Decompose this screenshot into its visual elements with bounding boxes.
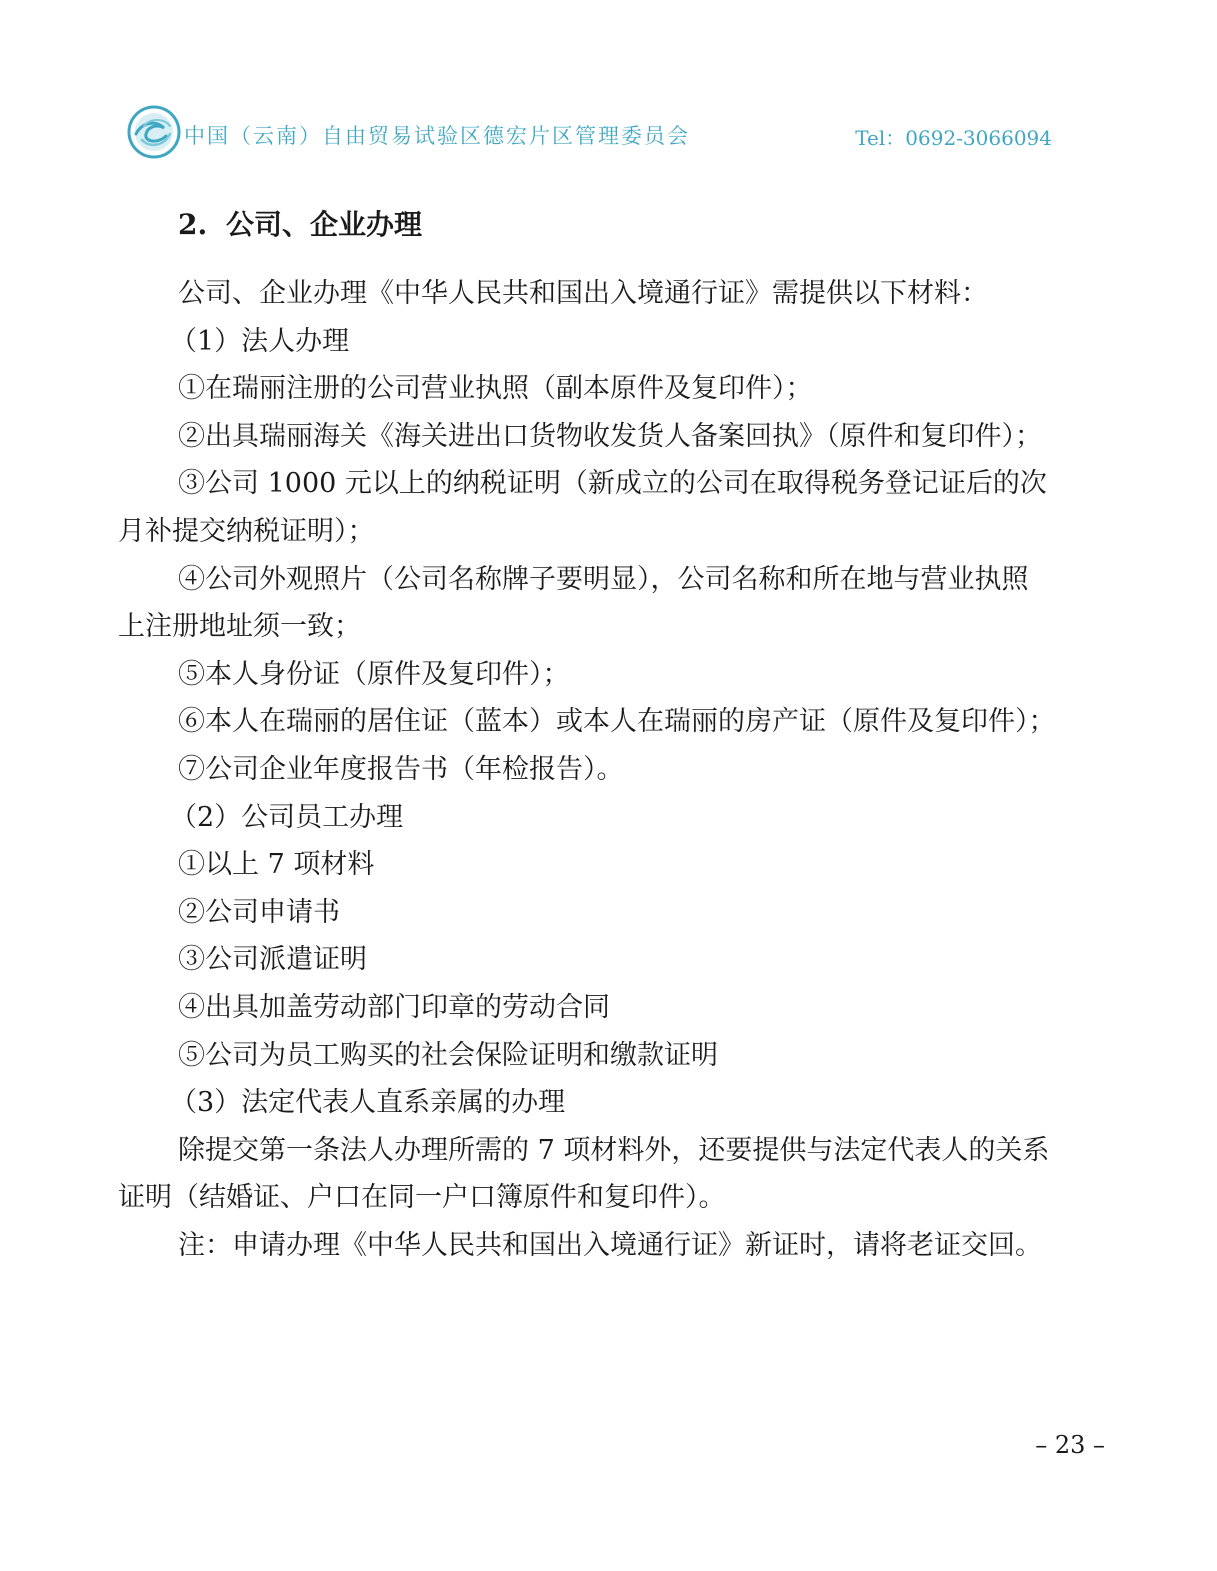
organization-name: 中国（云南）自由贸易试验区德宏片区管理委员会	[184, 124, 690, 148]
list-item-continuation: 月补提交纳税证明）；	[118, 515, 375, 547]
note-paragraph: 注：申请办理《中华人民共和国出入境通行证》新证时，请将老证交回。	[178, 1229, 1042, 1261]
list-item: ⑤公司为员工购买的社会保险证明和缴款证明	[178, 1039, 718, 1071]
section-number: 2.	[178, 208, 208, 241]
part2-title: （2）公司员工办理	[170, 801, 404, 833]
free-trade-zone-logo-icon	[124, 104, 184, 160]
list-item: ③公司派遣证明	[178, 944, 367, 976]
page-number: – 23 –	[1035, 1431, 1105, 1459]
list-item: ①以上 7 项材料	[178, 849, 375, 881]
list-item: ④公司外观照片（公司名称牌子要明显），公司名称和所在地与营业执照	[178, 563, 1029, 595]
intro-paragraph: 公司、企业办理《中华人民共和国出入境通行证》需提供以下材料：	[178, 278, 988, 309]
part3-paragraph-continuation: 证明（结婚证、户口在同一户口簿原件和复印件）。	[118, 1182, 726, 1214]
section-heading	[118, 200, 1108, 250]
list-item: ①在瑞丽注册的公司营业执照（副本原件及复印件）；	[178, 373, 813, 405]
list-item: ⑥本人在瑞丽的居住证（蓝本）或本人在瑞丽的房产证（原件及复印件）；	[178, 706, 1056, 738]
telephone-number: Tel：0692-3066094	[855, 126, 1052, 150]
part3-paragraph: 除提交第一条法人办理所需的 7 项材料外，还要提供与法定代表人的关系	[178, 1134, 1050, 1166]
page-header	[124, 104, 1064, 160]
part1-title: （1）法人办理	[170, 325, 350, 357]
section-title: 公司、企业办理	[226, 208, 423, 241]
list-item: ⑤本人身份证（原件及复印件）；	[178, 658, 570, 690]
list-item: ②出具瑞丽海关《海关进出口货物收发货人备案回执》（原件和复印件）；	[178, 420, 1042, 452]
list-item: ④出具加盖劳动部门印章的劳动合同	[178, 991, 610, 1023]
list-item-continuation: 上注册地址须一致；	[118, 611, 361, 643]
document-body	[118, 200, 1108, 1269]
list-item: ⑦公司企业年度报告书（年检报告）。	[178, 753, 624, 785]
list-item: ③公司 1000 元以上的纳税证明（新成立的公司在取得税务登记证后的次	[178, 468, 1047, 500]
part3-title: （3）法定代表人直系亲属的办理	[170, 1087, 566, 1119]
list-item: ②公司申请书	[178, 896, 340, 928]
